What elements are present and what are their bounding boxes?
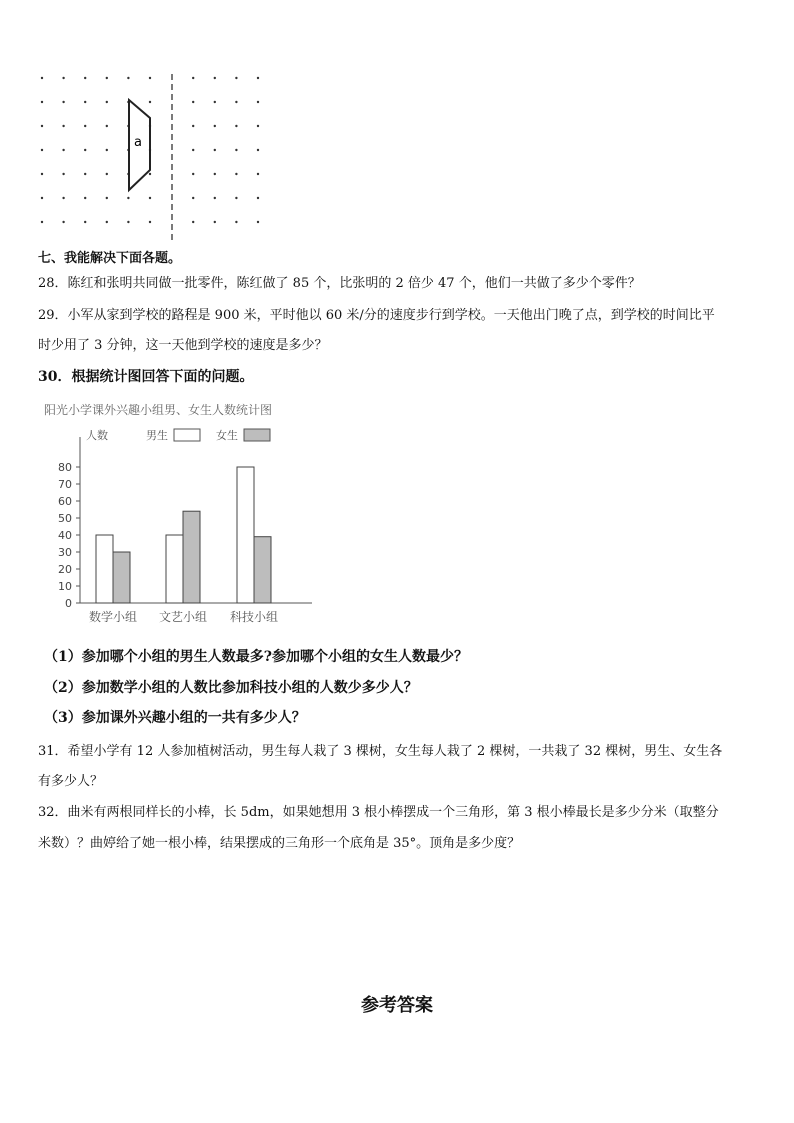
bar-boys <box>237 467 254 603</box>
y-tick-label: 80 <box>58 461 72 474</box>
question-29-line-1: 29．小军从家到学校的路程是 900 米，平时他以 60 米/分的速度步行到学校。一天他出门晚了点，到学校的时间比平 <box>38 308 715 323</box>
grid-dot <box>257 149 259 151</box>
grid-dot <box>257 125 259 127</box>
y-tick-label: 10 <box>58 580 72 593</box>
grid-dot <box>149 221 151 223</box>
grid-dot <box>235 125 237 127</box>
grid-dot <box>149 197 151 199</box>
question-30-title: 30．根据统计图回答下面的问题。 <box>38 369 254 385</box>
grid-dot <box>106 173 108 175</box>
grid-dot <box>106 149 108 151</box>
grid-dot <box>257 173 259 175</box>
grid-dot <box>235 101 237 103</box>
legend-swatch <box>174 429 200 441</box>
grid-dot <box>235 221 237 223</box>
bar-boys <box>96 535 113 603</box>
grid-dot <box>62 197 64 199</box>
grid-dot <box>214 221 216 223</box>
grid-dot <box>214 173 216 175</box>
grid-dot <box>41 101 43 103</box>
grid-dot <box>84 101 86 103</box>
grid-dot <box>214 197 216 199</box>
grid-dot <box>257 101 259 103</box>
grid-dot <box>235 149 237 151</box>
grid-dot <box>149 77 151 79</box>
grid-dot <box>62 125 64 127</box>
grid-dot <box>235 197 237 199</box>
grid-dot <box>192 149 194 151</box>
grid-dot <box>41 77 43 79</box>
bar-boys <box>166 535 183 603</box>
question-32-line-2: 米数）？曲婷给了她一根小棒，结果摆成的三角形一个底角是 35°。顶角是多少度？ <box>38 836 521 851</box>
y-tick-label: 60 <box>58 495 72 508</box>
grid-dot <box>192 101 194 103</box>
question-30-sub-2: （2）参加数学小组的人数比参加科技小组的人数少多少人？ <box>44 680 418 696</box>
question-28: 28．陈红和张明共同做一批零件，陈红做了 85 个，比张明的 2 倍少 47 个，他们一共做了多少个零件？ <box>38 276 641 291</box>
shape-label: a <box>134 135 142 150</box>
grid-dot <box>257 221 259 223</box>
grid-dot <box>192 77 194 79</box>
grid-dot <box>106 125 108 127</box>
question-29-line-2: 时少用了 3 分钟，这一天他到学校的速度是多少？ <box>38 338 328 353</box>
grid-dot <box>192 221 194 223</box>
grid-dot <box>62 221 64 223</box>
grid-dot <box>257 197 259 199</box>
grid-dot <box>214 77 216 79</box>
grid-dot <box>235 173 237 175</box>
bar-chart <box>38 395 328 635</box>
grid-dot <box>214 101 216 103</box>
grid-dot <box>257 77 259 79</box>
grid-dot <box>41 149 43 151</box>
section-7-title: 七、我能解决下面各题。 <box>38 251 182 266</box>
grid-dot <box>127 221 129 223</box>
grid-dot <box>84 173 86 175</box>
answers-heading: 参考答案 <box>361 995 433 1016</box>
x-tick-label: 文艺小组 <box>158 610 208 624</box>
legend-label: 女生 <box>216 429 238 442</box>
grid-dot <box>62 77 64 79</box>
y-tick-label: 30 <box>58 546 72 559</box>
grid-dot <box>214 149 216 151</box>
legend-label: 男生 <box>146 429 168 442</box>
question-32-line-1: 32．曲米有两根同样长的小棒，长 5dm，如果她想用 3 根小棒摆成一个三角形，第 3 根小棒最长是多少分米（取整分 <box>38 805 719 820</box>
legend-swatch <box>244 429 270 441</box>
y-tick-label: 20 <box>58 563 72 576</box>
grid-dot <box>84 149 86 151</box>
bar-girls <box>254 537 271 603</box>
grid-dot <box>106 197 108 199</box>
y-axis-label: 人数 <box>86 429 108 442</box>
x-tick-label: 科技小组 <box>229 610 279 624</box>
grid-dot <box>149 173 151 175</box>
grid-dot <box>84 197 86 199</box>
grid-dot <box>84 125 86 127</box>
grid-dot <box>192 173 194 175</box>
question-30-sub-3: （3）参加课外兴趣小组的一共有多少人？ <box>44 710 306 726</box>
grid-dot <box>84 77 86 79</box>
grid-dot <box>62 101 64 103</box>
grid-dot <box>127 197 129 199</box>
y-tick-label: 40 <box>58 529 72 542</box>
chart-title: 阳光小学课外兴趣小组男、女生人数统计图 <box>44 403 273 417</box>
grid-dot <box>127 77 129 79</box>
question-31-line-1: 31．希望小学有 12 人参加植树活动，男生每人栽了 3 棵树，女生每人栽了 2 棵树，一共栽了 32 棵树，男生、女生各 <box>38 744 723 759</box>
bar-girls <box>183 511 200 603</box>
question-30-sub-1: （1）参加哪个小组的男生人数最多?参加哪个小组的女生人数最少？ <box>44 649 468 665</box>
y-tick-label: 0 <box>65 597 72 610</box>
grid-dot <box>192 125 194 127</box>
x-tick-label: 数学小组 <box>88 610 138 624</box>
grid-dot <box>41 125 43 127</box>
y-tick-label: 50 <box>58 512 72 525</box>
grid-dot <box>106 101 108 103</box>
grid-dot <box>41 197 43 199</box>
y-tick-label: 70 <box>58 478 72 491</box>
dot-grid-figure <box>30 70 280 245</box>
grid-dot <box>41 221 43 223</box>
grid-dot <box>149 101 151 103</box>
grid-dot <box>192 197 194 199</box>
grid-dot <box>106 77 108 79</box>
grid-dot <box>106 221 108 223</box>
question-31-line-2: 有多少人？ <box>38 774 104 789</box>
grid-dot <box>214 125 216 127</box>
grid-dot <box>41 173 43 175</box>
grid-dot <box>62 149 64 151</box>
grid-dot <box>84 221 86 223</box>
bar-girls <box>113 552 130 603</box>
chart-canvas <box>38 419 328 629</box>
grid-dot <box>235 77 237 79</box>
grid-dot <box>62 173 64 175</box>
